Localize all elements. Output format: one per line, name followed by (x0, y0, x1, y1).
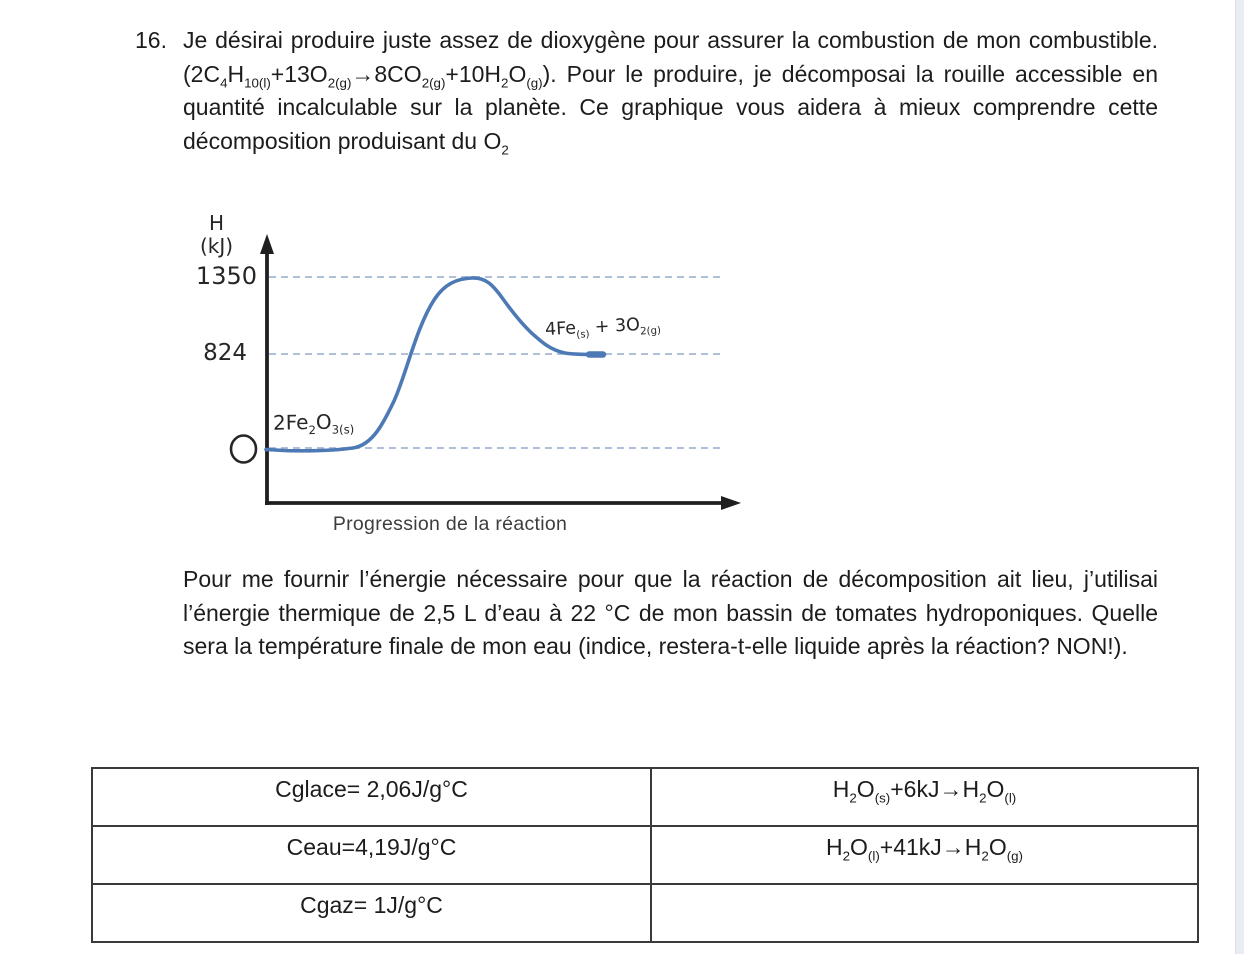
y-axis-title-unit: (kJ) (200, 234, 234, 258)
question-paragraph (135, 24, 1158, 158)
cell-cglace: Cglace= 2,06J/g°C (92, 768, 651, 826)
enthalpy-graph (195, 210, 755, 550)
enthalpy-graph-canvas (195, 210, 755, 550)
x-axis-arrow-icon (721, 496, 741, 510)
body-paragraph: Pour me fournir l’énergie nécessaire pour que la réaction de décomposition ait lieu, j’utilisai l’énergie thermique de 2,5 L d’eau à 22 °C de mon bassin de tomates hydroponiques. Quelle sera la température finale de mon eau (indice, restera-t-elle liquide après la réaction? NON!). (183, 566, 1158, 659)
y-tick-1350: 1350 (195, 262, 257, 290)
heat-capacity-table (91, 767, 1199, 943)
x-axis-title: Progression de la réaction (332, 513, 568, 535)
reactant-label: $2Fe_2O_{3(s)}$ (272, 409, 355, 438)
cell-vaporisation-equation: $H_2O_{(l)}+41kJ\to H_2O_{(g)}$ (651, 826, 1198, 884)
table-row (92, 884, 1198, 942)
y-axis-title-h: H (209, 211, 225, 235)
cell-ceau: Ceau=4,19J/g°C (92, 826, 651, 884)
question-text: Je désirai produire juste assez de dioxygène pour assurer la combustion de mon combustible. $(2C_4H_{10(l)}+13O_{2(g)}\to 8CO_{2(g)}+10H_2O_{(g)})$. Pour le produire, je décomposai la rouille accessible en quantité incalculable sur la planète. Ce graphique vous aidera à mieux comprendre cette décomposition produisant du $O_2$ (183, 27, 1158, 158)
cell-fusion-equation: $H_2O_{(s)}+6kJ\to H_2O_{(l)}$ (651, 768, 1198, 826)
cell-cgaz: Cgaz= 1J/g°C (92, 884, 651, 942)
question-number: 16. (135, 27, 167, 53)
y-axis-title (200, 212, 233, 258)
y-tick-824: 824 (203, 340, 247, 366)
y-tick-zero-circle (231, 436, 256, 463)
table-row (92, 768, 1198, 826)
y-axis-arrow-icon (260, 234, 274, 254)
product-label: $4Fe_{(s)} + 3O_{2(g)}$ (544, 315, 662, 341)
page-edge-strip (1235, 0, 1244, 954)
cell-empty (651, 884, 1198, 942)
table-row (92, 826, 1198, 884)
